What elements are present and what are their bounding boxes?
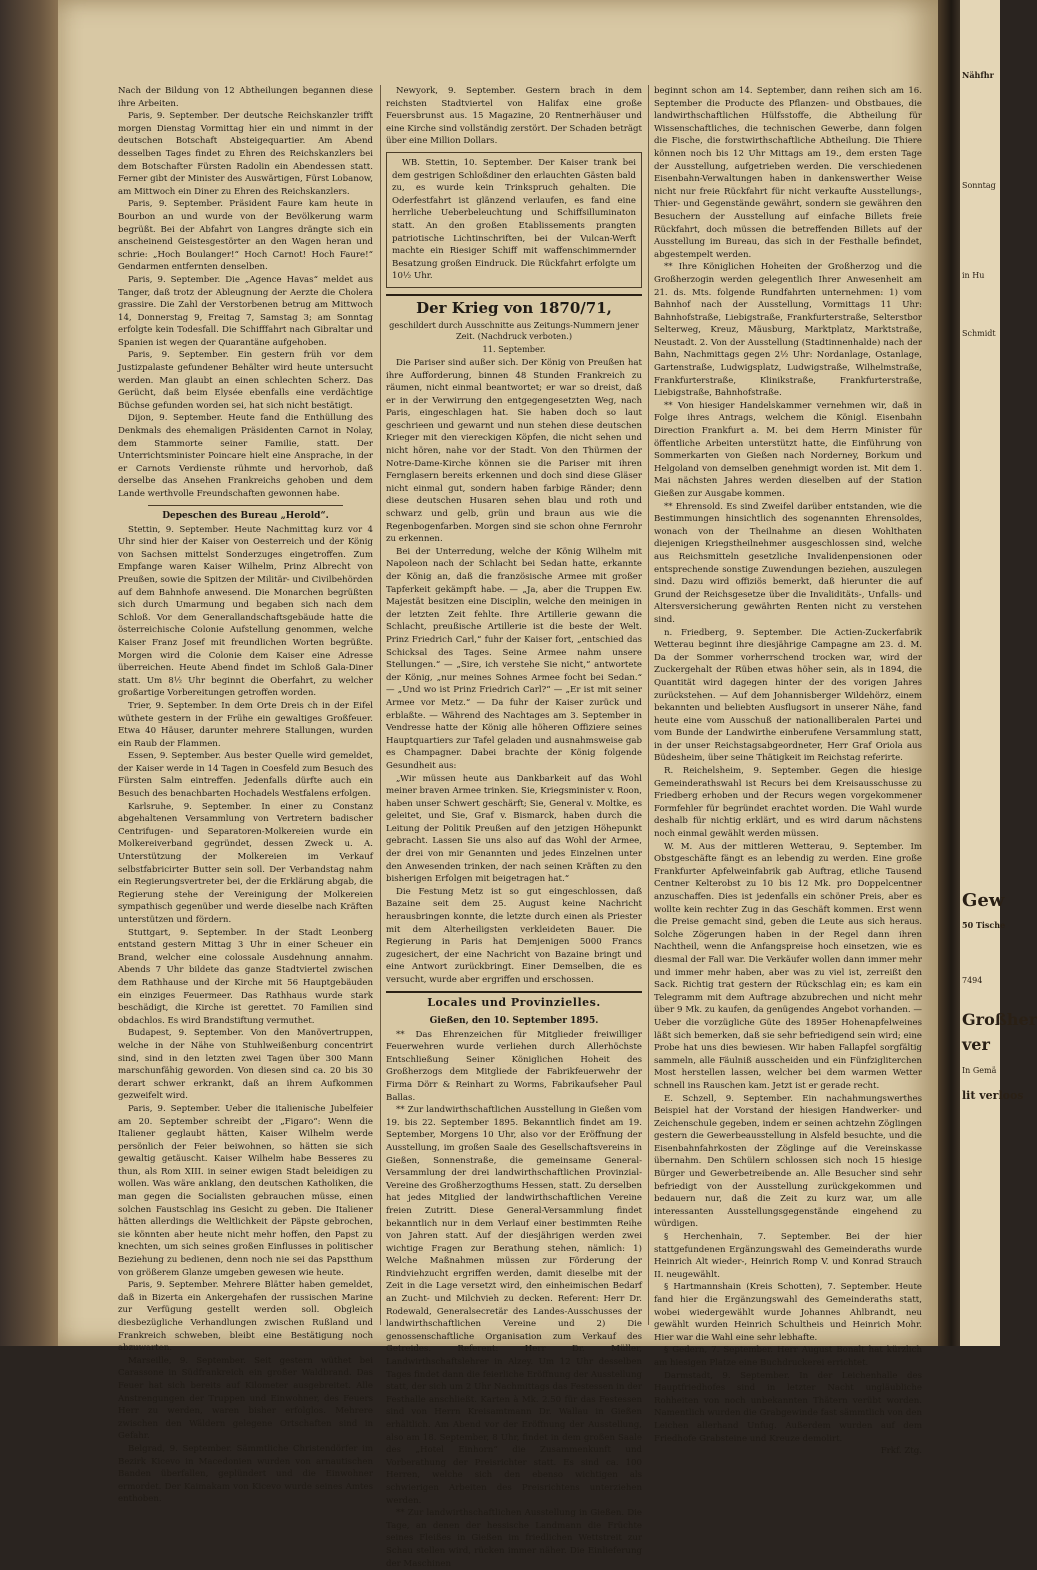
page-left-edge [0, 0, 58, 1346]
article-paragraph: ** Das Ehrenzeichen für Mitglieder freiwilliger Feuerwehren wurde verliehen durch Allerhöchste Entschließung Seiner Königlichen Hoheit des Großherzogs dem Mitgliede der Fabrikfeuerwehr der Firma Dörr & Reinhart zu Worms, Fabrikaufseher Paul Ballas. [386, 1029, 642, 1103]
adjacent-page-strip [960, 0, 1037, 1346]
article-paragraph: Belgrad, 9. September. Sämmtliche Christendörfer im Bezirk Kicevo in Macedonien wurden von arnautischen Banden überfallen, geplündert und die Einwohner ermordet. Der Kaimakam von Kicevo wurde seines Amtes enthoben. [118, 1443, 373, 1505]
article-paragraph: R. Reichelsheim, 9. September. Gegen die hiesige Gemeinderathswahl ist Recurs bei dem Kreisausschusse zu Friedberg erhoben und der Recurs wegen vorgekommener Formfehler für begründet erachtet worden. Die Wahl wurde deshalb für nichtig erklärt, und es wird darum nächstens noch einmal gewählt werden müssen. [654, 766, 922, 840]
source-credit: Frkf. Ztg. [880, 1446, 922, 1457]
adjacent-fragment: Großher [962, 1010, 1037, 1029]
article-paragraph: ** Zur landwirthschaftlichen Ausstellung in Gießen vom 19. bis 22. September 1895. Bekanntlich findet am 19. September, Morgens 10 Uhr, also vor der Eröffnung der Ausstellung, im großen Saale des Gesellschaftsvereins in Gießen, Sonnenstraße, die gemeinsame General-Versammlung der drei landwirthschaftlichen Provinzial-Vereine des Großherzogthums Hessen, statt. Zu derselben hat jedes Mitglied der landwirthschaftlichen Vereine freien Zutritt. Diese General-Versammlung findet bekanntlich nur in dem Verlauf einer bestimmten Reihe von Jahren statt. Auf der diesjährigen werden zwei wichtige Fragen zur Berathung stehen, nämlich: 1) Welche Maßnahmen müssen zur Förderung der Rindviehzucht ergriffen werden, damit dieselbe mit der Zeit in die Lage versetzt wird, den einheimischen Bedarf an Zucht- und Milchvieh zu decken. Referent: Herr Dr. Rodewald, Generalsecretär des Landes-Ausschusses der landwirthschaftlichen Vereine und 2) Die genossenschaftliche Organisation zum Verkauf des Getreides. Referent: Herr Dr. Müller, Landwirthschaftslehrer in Alzey. Um 12 Uhr desselben Tages findet dann die feierliche Eröffnung der Ausstellung statt, der sich um 2 Uhr Nachmittags das Festessen in der Festhalle anschließt. Karten à Mk. 2.50 für das Festessen sind von Herrn Kreisamtmann Dr. Wallau in Gießen erhältlich. Am Abend vor der Eröffnung der Ausstellung, also am 18. September, 8 Uhr, findet in dem großen Saale des „Hotel Einhorn“ die Zusammenkunft und Vorberathung der Preisrichter statt. Es sind ca. 100 Herren, welche sich den ebenso wichtigen als schwierigen Arbeiten des Preisrichtens unterziehen werden. [386, 1105, 642, 1506]
article-paragraph: Paris, 9. September. Mehrere Blätter haben gemeldet, daß in Bizerta ein Ankergehafen der russischen Marine zur Verfügung gestellt werden soll. Obgleich diesbezügliche Verhandlungen zwischen Rußland und Frankreich schweben, bleibt eine Bestätigung noch abzuwarten. [118, 1280, 373, 1354]
article-paragraph: W. M. Aus der mittleren Wetterau, 9. September. Im Obstgeschäfte fängt es an lebendig zu werden. Eine große Frankfurter Apfelweinfabrik gab Auftrag, etliche Tausend Centner Kelterobst zu 10 bis 12 Mk. pro Doppelcentner anzuschaffen. Dies ist jedenfalls ein schöner Preis, aber es wollte kein rechter Zug in das Geschäft kommen. Erst wenn die Preise gemacht sind, geben die Leute aus sich heraus. Solche Zögerungen haben in der Regel dann ihren Nachtheil, wenn die Anfangspreise hoch einsetzen, wie es diesmal der Fall war. Die Verkäufer wollen dann immer mehr und immer mehr haben, aber was zu viel ist, zerreißt den Sack. Richtig trat gestern der Rückschlag ein; es kam ein Telegramm mit dem Auftrage abzubrechen und nicht mehr über 9 Mk. zu kaufen, da genügendes Angebot vorhanden. — Ueber die vorzügliche Güte des 1895er Hohenapfelweines läßt sich bemerken, daß sie sehr befriedigend sein wird; eine Probe hat uns dies bewiesen. Wir haben Fallapfel sorgfältig sammeln, alle Fäulniß ausscheiden und ein Fünfzigliterchen Most herstellen lassen, welcher bei dem warmen Wetter schnell ins Rauschen kam. Jetzt ist er gerade recht. [654, 841, 922, 1091]
article-paragraph: Stettin, 9. September. Heute Nachmittag kurz vor 4 Uhr sind hier der Kaiser von Oesterreich und der König von Sachsen mittelst Sonderzuges eingetroffen. Zum Empfange waren Kaiser Wilhelm, Prinz Albrecht von Preußen, sowie die Spitzen der Militär- und Civilbehörden auf dem Bahnhofe anwesend. Die Monarchen begrüßten sich durch Umarmung und begaben sich nach dem Schloß. Vor dem Generallandschaftsgebäude hatte die österreichische Colonie Aufstellung genommen, welche Kaiser Franz Josef mit freundlichen Worten begrüßte. Morgen wird die Colonie dem Kaiser eine Adresse überreichen. Heute Abend findet im Schloß Gala-Diner statt. Um 8½ Uhr beginnt die Oberfahrt, zu welcher großartige Vorbereitungen getroffen worden. [118, 524, 373, 699]
article-paragraph: Paris, 9. September. Ueber die italienische Jubelfeier am 20. September schreibt der „Figaro“: Wenn die Italiener geglaubt hätten, Kaiser Wilhelm werde persönlich der Feier beiwohnen, so hätten sie sich gewaltig getäuscht. Kaiser Wilhelm habe Besseres zu thun, als Rom XIII. in seiner ewigen Stadt beleidigen zu wollen. Was wäre anklang, den deutschen Katholiken, die man gegen die Socialisten gebrauchen müsse, einen solchen Faustschlag ins Gesicht zu geben. Die Italiener hätten allerdings die Weltlichkeit der Päpste gebrochen, sie könnten aber heute nicht mehr hoffen, den Papst zu knechten, um sich seines großen Einflusses in politischer Beziehung zu bedienen, denn noch nie sei das Papstthum von größerem Glanze umgeben gewesen wie heute. [118, 1103, 373, 1278]
article-paragraph: Paris, 9. September. Der deutsche Reichskanzler trifft morgen Dienstag Vormittag hier ein und nimmt in der deutschen Botschaft Absteigequartier. Am Abend desselben Tages findet zu Ehren des Reichskanzlers bei dem Botschafter Fürsten Radolin ein Abendessen statt. Ferner gibt der Minister des Auswärtigen, Fürst Lobanow, am Mittwoch ein Diner zu Ehren des Reichskanzlers. [118, 111, 373, 197]
column-rule [648, 85, 649, 1325]
section-heading-locales: Locales und Provinzielles. [386, 991, 642, 1011]
column-3 [654, 85, 922, 1457]
article-paragraph: beginnt schon am 14. September, dann reihen sich am 16. September die Producte des Pflanzen- und Obstbaues, die landwirthschaftlichen Hülfsstoffe, die Abtheilung für Wissenschaftliches, die technischen Gewerbe, dann folgen die Fische, die forstwirthschaftliche Abtheilung. Die Thiere können noch bis 12 Uhr Mittags am 19., dem ersten Tage der Ausstellung, aufgetrieben werden. Die verschiedenen Eisenbahn-Verwaltungen haben in dankenswerther Weise nicht nur freie Rückfahrt für nicht verkaufte Ausstellungs-, Thier- und Gegenstände gewährt, sondern sie gewähren den Besuchern der Ausstellung auf einfache Billets freie Rückfahrt, doch müssen die betreffenden Billets auf der Ausstellung im Bureau, das sich in der Festhalle befindet, abgestempelt werden. [654, 86, 922, 260]
article-paragraph: Newyork, 9. September. Gestern brach in dem reichsten Stadtviertel von Halifax eine große Feuersbrunst aus. 15 Magazine, 20 Rentnerhäuser und eine Kirche sind vollständig zerstört. Der Schaden beträgt über eine Million Dollars. [386, 86, 642, 147]
adjacent-fragment: Nähfhr [962, 70, 994, 80]
article-paragraph: Karlsruhe, 9. September. In einer zu Constanz abgehaltenen Versammlung von Vertretern badischer Centrifugen- und Separatoren-Molkereien wurde ein Molkereiverband gegründet, dessen Zweck u. A. Unterstützung der Molkereien im Verkauf selbstfabricirter Butter sein soll. Der Verbandstag nahm ein Regierungsvertreter bei, der die Erklärung abgab, die Regierung stehe der Vereinigung der Molkereien sympathisch gegenüber und werde dieselbe nach Kräften unterstützen und fördern. [118, 801, 373, 925]
article-paragraph: n. Friedberg, 9. September. Die Actien-Zuckerfabrik Wetterau beginnt ihre diesjährige Campagne am 23. d. M. Da der Sommer vorherrschend trocken war, wird der Zuckergehalt der Rüben etwas höher sein, als in 1894, die Quantität wird dagegen hinter der des vorigen Jahres zurückstehen. — Auf dem Johannisberger Wildehörz, einem bekannten und beliebten Ausflugsort in unserer Nähe, fand heute eine vom Ausschuß der nationalliberalen Partei und vom Bunde der Landwirthe einberufene Versammlung statt, in der unser Reichstagsabgeordneter, Herr Graf Oriola aus Büdesheim, über seine Thätigkeit im Reichstag referirte. [654, 627, 922, 764]
article-paragraph: Bei der Unterredung, welche der König Wilhelm mit Napoleon nach der Schlacht bei Sedan hatte, erkannte der König an, daß die französische Armee mit großer Tapferkeit gekämpft habe. — „Ja, aber die Truppen Ew. Majestät besitzen eine Disciplin, welche den meinigen in der letzten Zeit fehlte. Ihre Artillerie gewann die Schlacht, preußische Artillerie ist die beste der Welt. Prinz Friedrich Carl,“ fuhr der Kaiser fort, „entschied das Schicksal des Tages. Seine Armee nahm unsere Stellungen.“ — „Sire, ich verstehe Sie nicht,“ antwortete der König, „nur meines Sohnes Armee focht bei Sedan.“ — „Und wo ist Prinz Friedrich Carl?“ — „Er ist mit seiner Armee vor Metz.“ — Da fuhr der Kaiser zurück und erblaßte. — Während des Nachtages am 3. September in Vendresse hatte der König alle höheren Offiziere seines Hauptquartiers zur Tafel geladen und ausnahmsweise gab es Champagner. Dabei brachte der König folgende Gesundheit aus: [386, 546, 642, 771]
article-paragraph: Marseille, 9. September. Seit gestern wüthet bei Carassone in Südfrankreich ein großer Waldbrand. Das Feuer hat sich bereits auf Kilometer ausgebreitet. Alle Anstrengungen der Truppen und Einwohner, des Feuers Herr zu werden, waren bisher erfolglos. Mehrere zwischen den Wäldern gelegene Ortschaften sind in Gefahr. [118, 1355, 373, 1442]
page-gutter [938, 0, 960, 1346]
column-2 [386, 85, 642, 1569]
adjacent-fragment: in Hu [962, 271, 985, 280]
article-paragraph: WB. Stettin, 10. September. Der Kaiser trank bei dem gestrigen Schloßdiner den erlauchten Gästen bald zu, es wurde kein Trinkspruch gehalten. Die Oderfestfahrt ist glänzend verlaufen, es fand eine herrliche Ueberbeleuchtung und Schiffsilluminaton statt. An den großen Etablissements prangten patriotische Lichtinschriften, bei der Vulcan-Werft machte ein Riesiger Schiff mit waffenschimmernder Besatzung großen Eindruck. Die Rückfahrt erfolgte um 10½ Uhr. [392, 157, 636, 282]
article-paragraph: Paris, 9. September. Präsident Faure kam heute in Bourbon an und wurde von der Bevölkerung warm begrüßt. Bei der Abfahrt von Langres drängte sich ein anscheinend Geistesgestörter an den Wagen heran und schrie: „Hoch Boulanger!“ Hoch Carnot! Hoch Faure!“ Gendarmen entfernten denselben. [118, 199, 373, 273]
adjacent-fragment: In Gemä [962, 1066, 997, 1075]
article-paragraph: § Hartmannshain (Kreis Schotten), 7. September. Heute fand hier die Ergänzungswahl des Gemeinderaths statt, wobei wiedergewählt wurde Johannes Ahlbrandt, neu gewählt wurden Heinrich Schultheis und Heinrich Mohr. Hier war die Wahl eine sehr lebhafte. [654, 1282, 922, 1343]
article-paragraph: Trier, 9. September. In dem Orte Dreis ch in der Eifel wüthete gestern in der Frühe ein gewaltiges Großfeuer. Etwa 40 Häuser, darunter mehrere Stallungen, wurden ein Raub der Flammen. [118, 700, 373, 749]
telegram-box [386, 152, 642, 288]
adjacent-fragment: 50 Tische [962, 920, 1006, 930]
article-paragraph: Dijon, 9. September. Heute fand die Enthüllung des Denkmals des ehemaligen Präsidenten Carnot in Nolay, dem Stammorte seiner Familie, statt. Der Unterrichtsminister Poincare hielt eine Ansprache, in der er Carnots Verdienste rühmte und hervorhob, daß derselbe das Ansehen Frankreichs gehoben und dem Lande werthvolle Freundschaften gewonnen habe. [118, 413, 373, 499]
article-paragraph: „Wir müssen heute aus Dankbarkeit auf das Wohl meiner braven Armee trinken. Sie, Kriegsminister v. Roon, haben unser Schwert geschärft; Sie, General v. Moltke, es geleitet, und Sie, Graf v. Bismarck, haben durch die Leitung der Politik Preußen auf den jetzigen Höhepunkt gebracht. Lassen Sie uns also auf das Wohl der Armee, der drei von mir Genannten und jedes Einzelnen unter den Anwesenden trinken, der nach seinen Kräften zu den bisherigen Erfolgen mit beigetragen hat.“ [386, 773, 642, 885]
article-paragraph: ** Zur landwirthschaftlichen Ausstellung in Gießen. Die Tage, an denen der hessische Landmann die Früchte seines Fleißes in Gießen im friedlichen Wettstreit zur Schau stellen wird, rücken immer näher. Die Einlieferung der Maschinen [386, 1508, 642, 1569]
column-rule [380, 85, 381, 1325]
section-subtitle: geschildert durch Ausschnitte aus Zeitungs-Nummern jener Zeit. (Nachdruck verboten.) [389, 319, 639, 341]
adjacent-fragment: Sonntag [962, 181, 996, 190]
article-paragraph: ** Ehrensold. Es sind Zweifel darüber entstanden, wie die Bestimmungen hinsichtlich des sogenannten Ehrensoldes, wonach von der Theilnahme an diesen Wohlthaten diejenigen Kriegstheilnehmer ausgeschlossen sind, welche aus Reichsmitteln gesetzliche Invalidenpensionen oder entsprechende sonstige Zuwendungen beziehen, auszulegen sind. Dazu wird offiziös bemerkt, daß hierunter die auf Grund der Reichsgesetze über die Invaliditäts-, Unfalls- und Altersversicherung gewährten Renten nicht zu verstehen sind. [654, 501, 922, 625]
article-paragraph: Darmstadt, 9. September. In der Leichenhalle des Hauptfriedhofes sind in letzter Nacht ungläubliche Rohheiten von noch unbekannten Thätern verübt worden. Namentlich wurden die Grabgewinde fast sämmtlich von den Leichen allerhand Unfug. Außerdem wurden auf dem Friedhofe Grabsteine und Kreuze demolirt. [654, 1370, 922, 1444]
section-date: 11. September. [482, 343, 546, 354]
column-1 [118, 85, 373, 1505]
article-paragraph: Stuttgart, 9. September. In der Stadt Leonberg entstand gestern Mittag 3 Uhr in einer Scheuer ein Brand, welcher eine colossale Ausdehnung annahm. Abends 7 Uhr bildete das ganze Stadtviertel zwischen dem Rathhause und der Kirche mit 56 Hauptgebäuden ein einziges Feuermeer. Das Rathhaus wurde stark beschädigt, die Kirche ist gerettet. 70 Familien sind obdachlos. Es wird Brandstiftung vermuthet. [118, 927, 373, 1026]
section-divider [148, 505, 343, 506]
article-paragraph: Die Pariser sind außer sich. Der König von Preußen hat ihre Aufforderung, binnen 48 Stunden Frankreich zu räumen, nicht einmal beantwortet; er war so dreist, daß er in der Verwirrung den entgegengesetzten Weg, nach Paris, eingeschlagen hat. Sie haben doch so laut geschrieen und gewarnt und nun stehen diese deutschen Krieger mit den viereckigen Köpfen, die nicht sehen und nicht hören, nahe vor der Stadt. Von den Thürmen der Notre-Dame-Kirche können sie die Pariser mit ihren Fernglasern bereits erkennen und doch sind diese Gläser nicht einmal gut, sondern haben farbige Ränder; denn diese deutschen Husaren sehen blau und roth und schwarz und gelb, grün und braun aus wie die Regenbogenfarben. Morgen sind sie schon ohne Fernrohr zu erkennen. [386, 357, 642, 545]
article-paragraph: ** Von hiesiger Handelskammer vernehmen wir, daß in Folge ihres Antrags, welchem die Königl. Eisenbahn Direction Frankfurt a. M. bei dem Herrn Minister für öffentliche Arbeiten unterstützt hatte, die Einführung von Sommerkarten von Gießen nach Norderney, Borkum und Helgoland von demselben genehmigt worden ist. Mit dem 1. Mai nächsten Jahres werden dieselben auf der Station Gießen zur Ausgabe kommen. [654, 400, 922, 499]
adjacent-fragment: Gew [962, 890, 1005, 911]
article-paragraph: ** Ihre Königlichen Hoheiten der Großherzog und die Großherzogin werden gelegentlich Ihrer Anwesenheit am 21. ds. Mts. folgende Rundfahrten unternehmen: 1) vom Bahnhof nach der Ausstellung, Vormittags 11 Uhr: Bahnhofstraße, Liebigstraße, Frankfurterstraße, Selterstbor Selterweg, Kreuz, Mäusburg, Marktplatz, Marktstraße, Neustadt. 2. Von der Ausstellung (Stadtinnenhalde) nach der Bahn, Nachmittags gegen 2½ Uhr: Nordanlage, Ostanlage, Gartenstraße, Ludwigsplatz, Ludwigstraße, Wilhelmstraße, Frankfurterstraße, Klinikstraße, Frankfurterstraße, Liebigstraße, Bahnhofstraße. [654, 262, 922, 399]
article-paragraph: Paris, 9. September. Ein gestern früh vor dem Justizpalaste gefundener Behälter wird heute untersucht werden. Man glaubt an einen schlechten Scherz. Das Gerücht, daß beim Elysée ebenfalls eine verdächtige Büchse gefunden worden sei, hat sich nicht bestätigt. [118, 350, 373, 411]
adjacent-fragment: ver [962, 1035, 990, 1054]
article-paragraph: E. Schzell, 9. September. Ein nachahmungswerthes Beispiel hat der Vorstand der hiesigen Handwerker- und Zeichenschule gegeben, indem er seinen achtzehn Zöglingen gestern die Gewerbeausstellung in Alsfeld besuchte, und die Eisenbahnfahrkosten der Zöglinge auf die Vereinskasse übernahm. Den Schülern schlossen sich noch 15 hiesige Bürger und Gewerbetreibende an. Alle Besucher sind sehr befriedigt von der Ausstellung zurückgekommen und bedauern nur, daß die Zeit zu kurz war, um alle interessanten Ausstellungsgegenstände eingehend zu würdigen. [654, 1093, 922, 1230]
dateline: Gießen, den 10. September 1895. [429, 1015, 599, 1026]
article-paragraph: § Gedern, 7. September. Herr August Bonalt hat kürzlich am hiesigen Platze eine Buchdruckerei errichtet. [654, 1345, 922, 1368]
article-paragraph: Budapest, 9. September. Von den Manövertruppen, welche in der Nähe von Stuhlweißenburg concentrirt sind, sind in den letzten zwei Tagen über 300 Mann marschunfähig geworden. Von diesen sind ca. 20 bis 30 derart schwer erkrankt, daß an ihrem Aufkommen gezweifelt wird. [118, 1028, 373, 1102]
article-paragraph: Paris, 9. September. Die „Agence Havas“ meldet aus Tanger, daß trotz der Ableugnung der Aerzte die Cholera grassire. Die Zahl der Verstorbenen betrug am Mittwoch 14, Donnerstag 9, Freitag 7, Samstag 3; am Sonntag erfolgte kein Todesfall. Die Schifffahrt nach Gibraltar und Spanien ist wegen der Quarantäne aufgehoben. [118, 274, 373, 348]
adjacent-fragment: lit verloos [962, 1089, 1024, 1102]
article-paragraph: Nach der Bildung von 12 Abtheilungen begannen diese ihre Arbeiten. [118, 86, 373, 109]
article-paragraph: § Herchenhain, 7. September. Bei der hier stattgefundenen Ergänzungswahl des Gemeinderaths wurde Heinrich Alt wieder-, Heinrich Romp V. und Konrad Strauch II. neugewählt. [654, 1232, 922, 1280]
article-paragraph: Essen, 9. September. Aus bester Quelle wird gemeldet, der Kaiser werde in 14 Tagen in Coesfeld zum Besuch des Fürsten Salm eintreffen. Jedenfalls dürfte auch ein Besuch des benachbarten Hochadels Westfalens erfolgen. [118, 751, 373, 800]
article-paragraph: Die Festung Metz ist so gut eingeschlossen, daß Bazaine seit dem 25. August keine Nachricht herausbringen konnte, die letzte durch einen als Priester mit dem Alterheiligsten verkleideten Bauer. Die Regierung in Paris hat Demjenigen 5000 Francs zugesichert, der eine Nachricht von Bazaine bringt und eine Antwort zurückbringt. Einer Demselben, die es versucht, wurde aber ergriffen und erschossen. [386, 886, 642, 985]
adjacent-fragment: Schmidt [962, 329, 996, 338]
adjacent-fragment: 7494 [962, 976, 983, 985]
section-heading: Depeschen des Bureau „Herold“. [162, 510, 329, 521]
section-heading-war: Der Krieg von 1870/71, [386, 294, 642, 318]
